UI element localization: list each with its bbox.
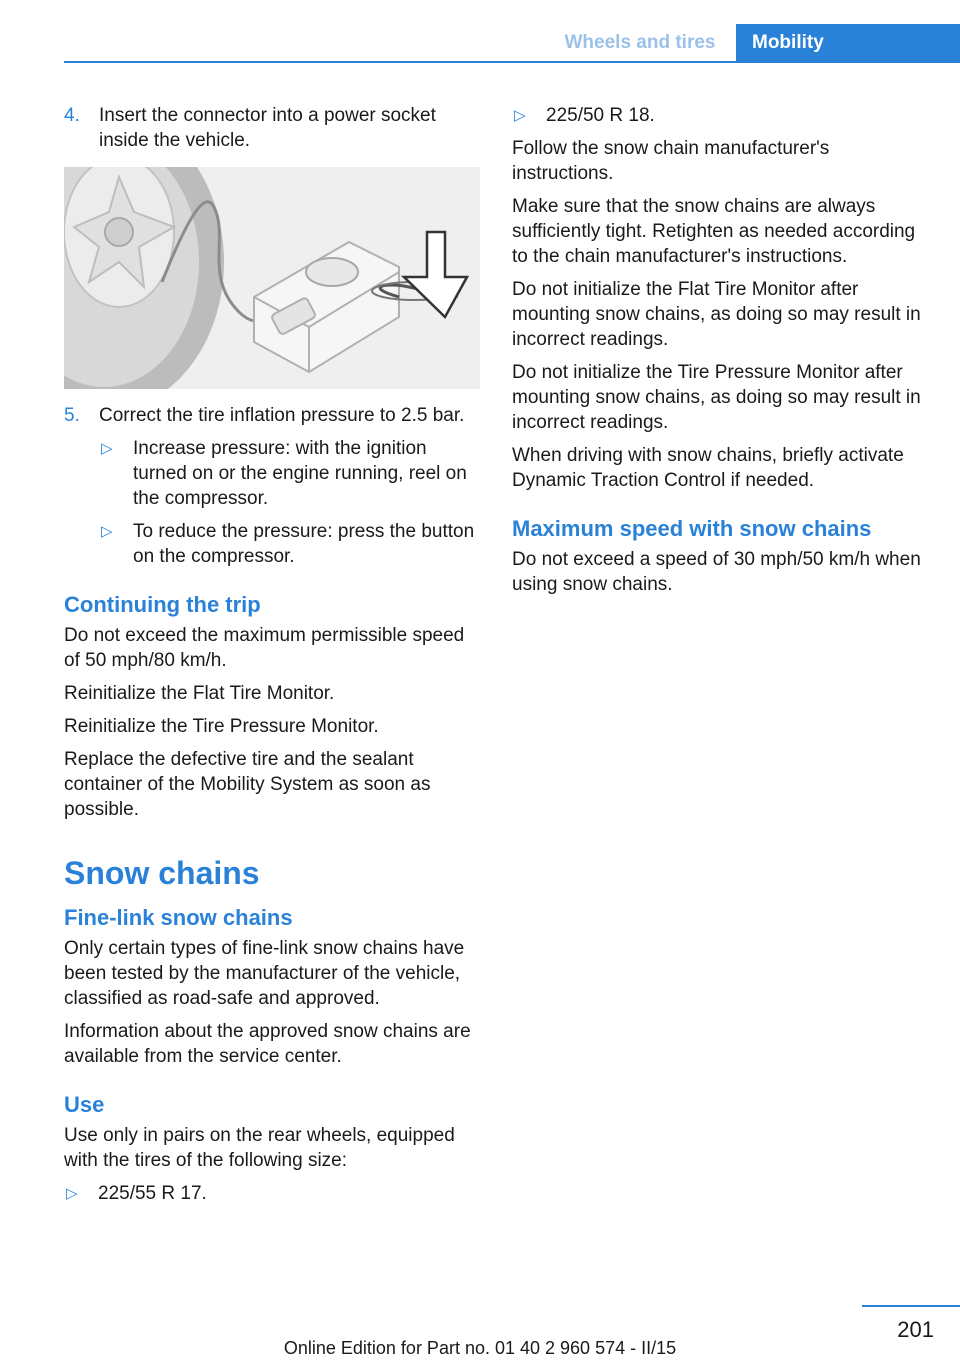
triangle-bullet-icon: ▷: [514, 107, 526, 124]
section-heading-max-speed: Maximum speed with snow chains: [512, 516, 872, 541]
paragraph: Use only in pairs on the rear wheels, equipped with the tires of the following size:: [64, 1125, 455, 1171]
footer-rule: [862, 1305, 960, 1307]
step-text: Correct the tire inflation pressure to 2.5 bar.: [99, 405, 465, 426]
list-item: [99, 519, 482, 569]
list-item-text: 225/55 R 17.: [98, 1183, 207, 1204]
list-item: [64, 1181, 482, 1206]
header-chapter-tab: Mobility: [736, 24, 960, 62]
list-item: [512, 103, 928, 128]
paragraph: Do not exceed a speed of 30 mph/50 km/h when using snow chains.: [512, 549, 921, 595]
header-rule: [64, 61, 960, 63]
list-item: [99, 436, 482, 511]
paragraph: Replace the defective tire and the sealant container of the Mobility System as soon as possible.: [64, 749, 431, 820]
list-item-text: 225/50 R 18.: [546, 105, 655, 126]
paragraph: When driving with snow chains, briefly activate Dynamic Traction Control if needed.: [512, 445, 904, 491]
paragraph: Information about the approved snow chains are available from the service center.: [64, 1021, 471, 1067]
edition-footer: Online Edition for Part no. 01 40 2 960 574 - II/15: [283, 1338, 677, 1358]
paragraph: Do not exceed the maximum permissible speed of 50 mph/80 km/h.: [64, 625, 465, 671]
paragraph: Reinitialize the Flat Tire Monitor.: [64, 683, 335, 704]
triangle-bullet-icon: ▷: [66, 1185, 78, 1202]
list-item-text: To reduce the pressure: press the button on the compressor.: [133, 521, 475, 567]
triangle-bullet-icon: ▷: [101, 523, 113, 540]
compressor-figure: [64, 167, 480, 389]
header-section-title: Wheels and tires: [564, 32, 716, 53]
step-4: [64, 103, 482, 153]
paragraph: Only certain types of fine-link snow chains have been tested by the manufacturer of the vehicle, classified as road-safe and approved.: [64, 938, 465, 1009]
step-number: 5.: [64, 405, 80, 426]
list-item-text: Increase pressure: with the ignition turned on or the engine running, reel on the compressor.: [133, 438, 467, 509]
compressor-illustration-icon: [64, 167, 480, 389]
section-heading-continuing: Continuing the trip: [64, 592, 261, 617]
page-header: [0, 24, 960, 62]
step-5: [64, 403, 482, 428]
paragraph: Make sure that the snow chains are always sufficiently tight. Retighten as needed according to the chain manufacturer's instructions.: [512, 196, 916, 267]
step-text: Insert the connector into a power socket inside the vehicle.: [99, 105, 436, 151]
right-column: [512, 103, 928, 605]
chapter-heading-snow-chains: Snow chains: [64, 855, 260, 891]
section-heading-fine-link: Fine-link snow chains: [64, 905, 293, 930]
section-heading-use: Use: [64, 1092, 105, 1117]
page-number: 201: [897, 1317, 934, 1342]
paragraph: Do not initialize the Flat Tire Monitor after mounting snow chains, as doing so may result in incorrect readings.: [512, 279, 921, 350]
paragraph: Do not initialize the Tire Pressure Monitor after mounting snow chains, as doing so may result in incorrect readings.: [512, 362, 921, 433]
left-column: [64, 103, 482, 1214]
step-number: 4.: [64, 105, 80, 126]
paragraph: Reinitialize the Tire Pressure Monitor.: [64, 716, 379, 737]
triangle-bullet-icon: ▷: [101, 440, 113, 457]
paragraph: Follow the snow chain manufacturer's instructions.: [512, 138, 830, 184]
